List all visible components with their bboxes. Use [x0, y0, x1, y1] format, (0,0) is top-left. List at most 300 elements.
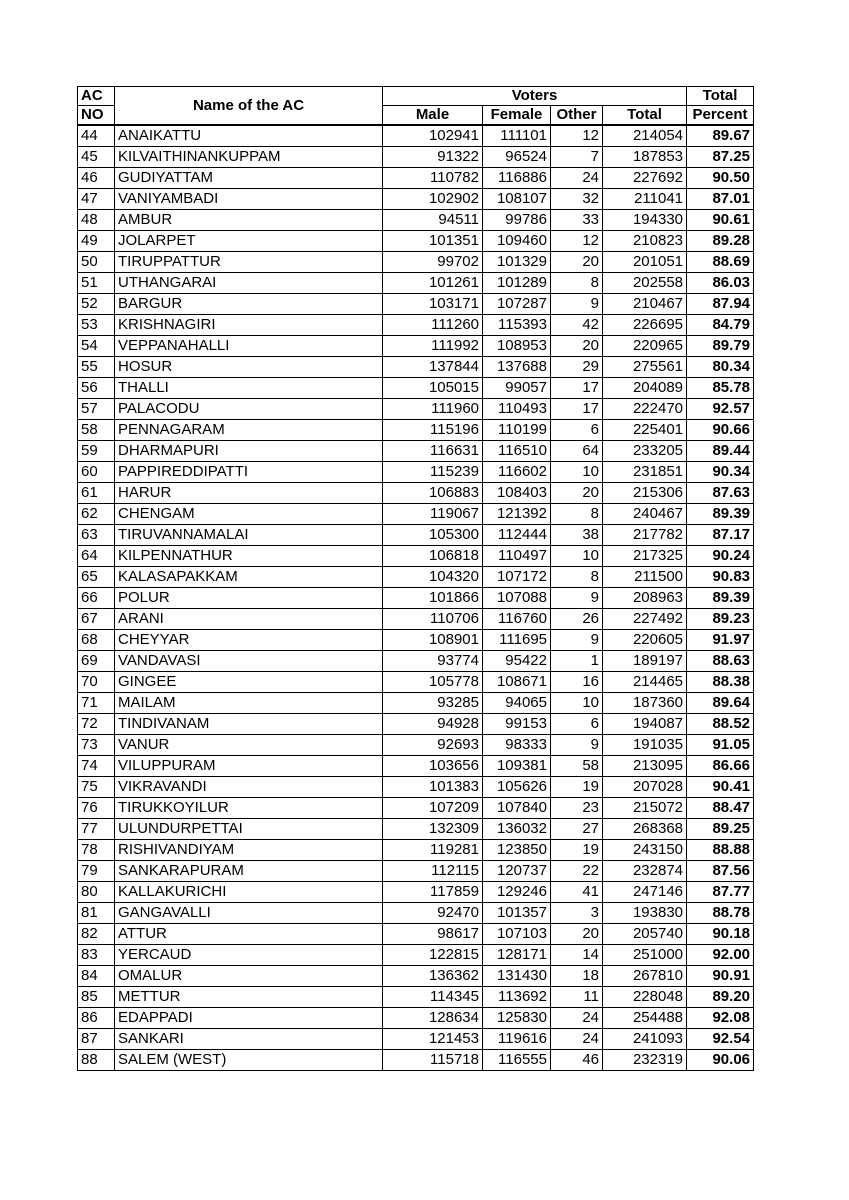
female-voters-cell: 105626: [483, 777, 551, 798]
table-row: [78, 651, 754, 672]
ac-name-cell: TINDIVANAM: [115, 714, 383, 735]
ac-name-cell: VANDAVASI: [115, 651, 383, 672]
total-percent-header-line2: Percent: [687, 106, 754, 126]
total-voters-cell: 208963: [603, 588, 687, 609]
voters-group-header: Voters: [383, 87, 687, 106]
table-row: [78, 125, 754, 147]
female-voters-cell: 99057: [483, 378, 551, 399]
female-voters-cell: 120737: [483, 861, 551, 882]
male-voters-cell: 116631: [383, 441, 483, 462]
ac-name-cell: ATTUR: [115, 924, 383, 945]
ac-name-cell: YERCAUD: [115, 945, 383, 966]
table-row: [78, 756, 754, 777]
male-voters-cell: 115239: [383, 462, 483, 483]
female-voters-cell: 123850: [483, 840, 551, 861]
female-voters-cell: 108403: [483, 483, 551, 504]
female-voters-cell: 99786: [483, 210, 551, 231]
table-row: [78, 861, 754, 882]
female-voters-cell: 110199: [483, 420, 551, 441]
total-percent-cell: 89.25: [687, 819, 754, 840]
total-percent-cell: 89.67: [687, 125, 754, 147]
ac-number-cell: 83: [78, 945, 115, 966]
other-voters-cell: 17: [551, 399, 603, 420]
male-voters-cell: 101261: [383, 273, 483, 294]
ac-number-cell: 50: [78, 252, 115, 273]
total-voters-cell: 275561: [603, 357, 687, 378]
other-voters-cell: 29: [551, 357, 603, 378]
total-voters-cell: 211041: [603, 189, 687, 210]
total-voters-cell: 232874: [603, 861, 687, 882]
female-voters-cell: 136032: [483, 819, 551, 840]
male-voters-cell: 93285: [383, 693, 483, 714]
ac-name-cell: KRISHNAGIRI: [115, 315, 383, 336]
table-row: [78, 819, 754, 840]
ac-number-cell: 73: [78, 735, 115, 756]
female-voters-cell: 101357: [483, 903, 551, 924]
other-voters-cell: 1: [551, 651, 603, 672]
ac-number-cell: 77: [78, 819, 115, 840]
ac-number-cell: 45: [78, 147, 115, 168]
total-percent-cell: 87.94: [687, 294, 754, 315]
total-percent-cell: 90.34: [687, 462, 754, 483]
ac-number-cell: 71: [78, 693, 115, 714]
female-voters-cell: 131430: [483, 966, 551, 987]
table-row: [78, 567, 754, 588]
other-voters-cell: 9: [551, 588, 603, 609]
table-row: [78, 210, 754, 231]
ac-name-cell: AMBUR: [115, 210, 383, 231]
table-row: [78, 1029, 754, 1050]
table-row: [78, 315, 754, 336]
ac-name-cell: SANKARI: [115, 1029, 383, 1050]
ac-name-cell: CHEYYAR: [115, 630, 383, 651]
other-voters-cell: 20: [551, 336, 603, 357]
male-voters-cell: 137844: [383, 357, 483, 378]
ac-number-cell: 63: [78, 525, 115, 546]
ac-number-cell: 76: [78, 798, 115, 819]
table-row: [78, 504, 754, 525]
other-voters-cell: 38: [551, 525, 603, 546]
table-row: [78, 882, 754, 903]
total-voters-cell: 251000: [603, 945, 687, 966]
total-voters-cell: 243150: [603, 840, 687, 861]
ac-number-cell: 68: [78, 630, 115, 651]
total-voters-cell: 201051: [603, 252, 687, 273]
male-voters-cell: 103171: [383, 294, 483, 315]
table-row: [78, 420, 754, 441]
ac-number-cell: 66: [78, 588, 115, 609]
table-row: [78, 798, 754, 819]
total-percent-cell: 85.78: [687, 378, 754, 399]
ac-number-cell: 86: [78, 1008, 115, 1029]
ac-number-cell: 52: [78, 294, 115, 315]
male-voters-cell: 107209: [383, 798, 483, 819]
other-voters-cell: 18: [551, 966, 603, 987]
ac-name-cell: ULUNDURPETTAI: [115, 819, 383, 840]
other-voters-cell: 17: [551, 378, 603, 399]
table-row: [78, 189, 754, 210]
ac-number-cell: 46: [78, 168, 115, 189]
ac-number-cell: 79: [78, 861, 115, 882]
ac-name-cell: SALEM (WEST): [115, 1050, 383, 1071]
ac-name-cell: PAPPIREDDIPATTI: [115, 462, 383, 483]
total-voters-cell: 233205: [603, 441, 687, 462]
ac-name-cell: RISHIVANDIYAM: [115, 840, 383, 861]
total-voters-cell: 213095: [603, 756, 687, 777]
female-voters-cell: 128171: [483, 945, 551, 966]
ac-name-cell: TIRUPPATTUR: [115, 252, 383, 273]
total-percent-cell: 90.18: [687, 924, 754, 945]
table-row: [78, 441, 754, 462]
ac-name-cell: VIKRAVANDI: [115, 777, 383, 798]
total-voters-cell: 215072: [603, 798, 687, 819]
ac-number-cell: 82: [78, 924, 115, 945]
other-voters-cell: 9: [551, 294, 603, 315]
male-voters-cell: 91322: [383, 147, 483, 168]
female-voters-cell: 129246: [483, 882, 551, 903]
other-voters-cell: 8: [551, 504, 603, 525]
ac-name-cell: POLUR: [115, 588, 383, 609]
total-voters-cell: 187360: [603, 693, 687, 714]
female-voters-cell: 109381: [483, 756, 551, 777]
male-voters-cell: 105778: [383, 672, 483, 693]
other-voters-cell: 26: [551, 609, 603, 630]
other-voters-cell: 10: [551, 546, 603, 567]
table-row: [78, 336, 754, 357]
total-percent-cell: 90.24: [687, 546, 754, 567]
ac-number-cell: 74: [78, 756, 115, 777]
other-voters-cell: 22: [551, 861, 603, 882]
male-voters-cell: 94511: [383, 210, 483, 231]
male-voters-cell: 114345: [383, 987, 483, 1008]
male-voters-cell: 132309: [383, 819, 483, 840]
male-voters-cell: 111260: [383, 315, 483, 336]
table-row: [78, 483, 754, 504]
table-row: [78, 147, 754, 168]
other-voters-cell: 8: [551, 567, 603, 588]
female-voters-cell: 99153: [483, 714, 551, 735]
total-voters-cell: 215306: [603, 483, 687, 504]
table-row: [78, 357, 754, 378]
total-percent-cell: 88.52: [687, 714, 754, 735]
male-voters-cell: 103656: [383, 756, 483, 777]
table-row: [78, 399, 754, 420]
total-percent-cell: 87.25: [687, 147, 754, 168]
total-voters-cell: 228048: [603, 987, 687, 1008]
table-row: [78, 924, 754, 945]
ac-number-cell: 54: [78, 336, 115, 357]
other-voters-cell: 24: [551, 1008, 603, 1029]
total-voters-cell: 214465: [603, 672, 687, 693]
table-row: [78, 1050, 754, 1071]
total-voters-cell: 231851: [603, 462, 687, 483]
ac-name-cell: KILPENNATHUR: [115, 546, 383, 567]
total-voters-cell: 240467: [603, 504, 687, 525]
total-voters-cell: 211500: [603, 567, 687, 588]
table-row: [78, 945, 754, 966]
other-voters-cell: 19: [551, 840, 603, 861]
total-percent-cell: 86.03: [687, 273, 754, 294]
ac-name-cell: CHENGAM: [115, 504, 383, 525]
total-percent-cell: 90.50: [687, 168, 754, 189]
total-percent-cell: 90.91: [687, 966, 754, 987]
other-voters-cell: 7: [551, 147, 603, 168]
total-voters-cell: 187853: [603, 147, 687, 168]
total-percent-cell: 89.44: [687, 441, 754, 462]
female-voters-cell: 125830: [483, 1008, 551, 1029]
female-voters-cell: 116760: [483, 609, 551, 630]
female-voters-cell: 107172: [483, 567, 551, 588]
ac-number-cell: 61: [78, 483, 115, 504]
female-voters-cell: 112444: [483, 525, 551, 546]
other-voters-cell: 64: [551, 441, 603, 462]
table-row: [78, 693, 754, 714]
ac-name-cell: EDAPPADI: [115, 1008, 383, 1029]
total-voters-cell: 202558: [603, 273, 687, 294]
male-voters-cell: 93774: [383, 651, 483, 672]
total-voters-cell: 220965: [603, 336, 687, 357]
other-voters-cell: 46: [551, 1050, 603, 1071]
total-voters-cell: 204089: [603, 378, 687, 399]
table-row: [78, 903, 754, 924]
table-row: [78, 588, 754, 609]
total-voters-cell: 207028: [603, 777, 687, 798]
ac-name-cell: KALLAKURICHI: [115, 882, 383, 903]
other-voters-cell: 8: [551, 273, 603, 294]
other-voters-cell: 3: [551, 903, 603, 924]
ac-number-cell: 85: [78, 987, 115, 1008]
ac-number-cell: 87: [78, 1029, 115, 1050]
table-row: [78, 546, 754, 567]
total-voters-cell: 268368: [603, 819, 687, 840]
table-row: [78, 273, 754, 294]
ac-name-cell: VANIYAMBADI: [115, 189, 383, 210]
female-voters-cell: 94065: [483, 693, 551, 714]
ac-name-cell: BARGUR: [115, 294, 383, 315]
total-voters-cell: 210823: [603, 231, 687, 252]
male-voters-cell: 99702: [383, 252, 483, 273]
table-row: [78, 630, 754, 651]
female-voters-cell: 108107: [483, 189, 551, 210]
ac-name-cell: JOLARPET: [115, 231, 383, 252]
total-voters-cell: 222470: [603, 399, 687, 420]
male-voters-cell: 115718: [383, 1050, 483, 1071]
ac-name-cell: ARANI: [115, 609, 383, 630]
ac-number-cell: 72: [78, 714, 115, 735]
female-voters-cell: 108671: [483, 672, 551, 693]
total-percent-cell: 88.47: [687, 798, 754, 819]
ac-name-cell: ANAIKATTU: [115, 125, 383, 147]
total-percent-cell: 90.41: [687, 777, 754, 798]
ac-name-cell: PALACODU: [115, 399, 383, 420]
other-voters-cell: 20: [551, 924, 603, 945]
ac-number-cell: 51: [78, 273, 115, 294]
total-percent-cell: 87.56: [687, 861, 754, 882]
table-row: [78, 714, 754, 735]
female-voters-cell: 116886: [483, 168, 551, 189]
other-voters-cell: 23: [551, 798, 603, 819]
total-voters-cell: 214054: [603, 125, 687, 147]
ac-number-cell: 60: [78, 462, 115, 483]
table-row: [78, 966, 754, 987]
total-voters-cell: 194087: [603, 714, 687, 735]
female-voters-cell: 107840: [483, 798, 551, 819]
total-percent-cell: 92.08: [687, 1008, 754, 1029]
total-voters-cell: 267810: [603, 966, 687, 987]
female-voters-cell: 111695: [483, 630, 551, 651]
ac-name-cell: GINGEE: [115, 672, 383, 693]
ac-number-cell: 57: [78, 399, 115, 420]
total-voters-cell: 217782: [603, 525, 687, 546]
table-row: [78, 777, 754, 798]
ac-no-header-line2: NO: [78, 106, 115, 126]
total-voters-cell: 217325: [603, 546, 687, 567]
total-percent-cell: 90.61: [687, 210, 754, 231]
male-voters-cell: 105300: [383, 525, 483, 546]
total-voters-cell: 227692: [603, 168, 687, 189]
male-voters-cell: 108901: [383, 630, 483, 651]
ac-number-cell: 69: [78, 651, 115, 672]
table-row: [78, 378, 754, 399]
other-voters-cell: 12: [551, 125, 603, 147]
ac-name-cell: THALLI: [115, 378, 383, 399]
ac-name-cell: GANGAVALLI: [115, 903, 383, 924]
total-percent-cell: 88.88: [687, 840, 754, 861]
male-voters-cell: 106883: [383, 483, 483, 504]
total-voters-cell: 193830: [603, 903, 687, 924]
table-row: [78, 735, 754, 756]
ac-name-cell: VEPPANAHALLI: [115, 336, 383, 357]
male-voters-cell: 110706: [383, 609, 483, 630]
voter-turnout-table: [77, 86, 754, 1071]
female-voters-cell: 110497: [483, 546, 551, 567]
ac-number-cell: 67: [78, 609, 115, 630]
total-percent-cell: 87.01: [687, 189, 754, 210]
male-voters-cell: 104320: [383, 567, 483, 588]
ac-number-cell: 81: [78, 903, 115, 924]
ac-name-cell: OMALUR: [115, 966, 383, 987]
total-percent-cell: 90.66: [687, 420, 754, 441]
total-percent-cell: 88.69: [687, 252, 754, 273]
other-voters-cell: 19: [551, 777, 603, 798]
ac-number-cell: 48: [78, 210, 115, 231]
total-percent-header-line1: Total: [687, 87, 754, 106]
female-voters-cell: 116602: [483, 462, 551, 483]
table-row: [78, 672, 754, 693]
ac-number-cell: 44: [78, 125, 115, 147]
male-voters-cell: 101383: [383, 777, 483, 798]
table-row: [78, 1008, 754, 1029]
total-percent-cell: 88.63: [687, 651, 754, 672]
male-voters-cell: 92693: [383, 735, 483, 756]
other-voters-cell: 6: [551, 714, 603, 735]
table-row: [78, 231, 754, 252]
total-percent-cell: 84.79: [687, 315, 754, 336]
table-row: [78, 987, 754, 1008]
total-voters-cell: 254488: [603, 1008, 687, 1029]
female-voters-cell: 119616: [483, 1029, 551, 1050]
male-voters-cell: 101866: [383, 588, 483, 609]
ac-name-cell: METTUR: [115, 987, 383, 1008]
total-percent-cell: 91.05: [687, 735, 754, 756]
female-voters-cell: 111101: [483, 125, 551, 147]
male-voters-cell: 121453: [383, 1029, 483, 1050]
total-voters-cell: 227492: [603, 609, 687, 630]
ac-name-cell: VANUR: [115, 735, 383, 756]
other-voters-cell: 10: [551, 462, 603, 483]
ac-number-cell: 65: [78, 567, 115, 588]
total-voters-cell: 191035: [603, 735, 687, 756]
male-voters-cell: 105015: [383, 378, 483, 399]
total-percent-cell: 88.38: [687, 672, 754, 693]
total-voters-cell: 225401: [603, 420, 687, 441]
female-header: Female: [483, 106, 551, 126]
table-row: [78, 609, 754, 630]
total-percent-cell: 89.20: [687, 987, 754, 1008]
female-voters-cell: 113692: [483, 987, 551, 1008]
other-voters-cell: 16: [551, 672, 603, 693]
ac-no-header-line1: AC: [78, 87, 115, 106]
female-voters-cell: 109460: [483, 231, 551, 252]
ac-number-cell: 55: [78, 357, 115, 378]
male-voters-cell: 119281: [383, 840, 483, 861]
total-voters-cell: 210467: [603, 294, 687, 315]
male-voters-cell: 119067: [383, 504, 483, 525]
ac-number-cell: 47: [78, 189, 115, 210]
table-row: [78, 462, 754, 483]
total-percent-cell: 86.66: [687, 756, 754, 777]
male-voters-cell: 122815: [383, 945, 483, 966]
ac-number-cell: 53: [78, 315, 115, 336]
ac-name-cell: HARUR: [115, 483, 383, 504]
other-voters-cell: 11: [551, 987, 603, 1008]
male-voters-cell: 92470: [383, 903, 483, 924]
total-voters-cell: 232319: [603, 1050, 687, 1071]
total-percent-cell: 87.63: [687, 483, 754, 504]
table-row: [78, 168, 754, 189]
table-row: [78, 525, 754, 546]
table-header: [78, 87, 754, 126]
total-voters-cell: 226695: [603, 315, 687, 336]
female-voters-cell: 107088: [483, 588, 551, 609]
female-voters-cell: 95422: [483, 651, 551, 672]
total-percent-cell: 92.00: [687, 945, 754, 966]
total-percent-cell: 89.39: [687, 504, 754, 525]
other-voters-cell: 32: [551, 189, 603, 210]
other-voters-cell: 24: [551, 1029, 603, 1050]
ac-name-cell: TIRUVANNAMALAI: [115, 525, 383, 546]
table-body: [78, 125, 754, 1071]
total-voters-cell: 241093: [603, 1029, 687, 1050]
female-voters-cell: 115393: [483, 315, 551, 336]
other-voters-cell: 12: [551, 231, 603, 252]
male-voters-cell: 102902: [383, 189, 483, 210]
male-voters-cell: 115196: [383, 420, 483, 441]
male-voters-cell: 94928: [383, 714, 483, 735]
female-voters-cell: 116510: [483, 441, 551, 462]
male-voters-cell: 136362: [383, 966, 483, 987]
female-voters-cell: 98333: [483, 735, 551, 756]
male-voters-cell: 111992: [383, 336, 483, 357]
ac-number-cell: 75: [78, 777, 115, 798]
other-voters-cell: 58: [551, 756, 603, 777]
male-voters-cell: 106818: [383, 546, 483, 567]
total-voters-cell: 205740: [603, 924, 687, 945]
ac-number-cell: 88: [78, 1050, 115, 1071]
table-row: [78, 840, 754, 861]
table-row: [78, 294, 754, 315]
total-percent-cell: 92.54: [687, 1029, 754, 1050]
